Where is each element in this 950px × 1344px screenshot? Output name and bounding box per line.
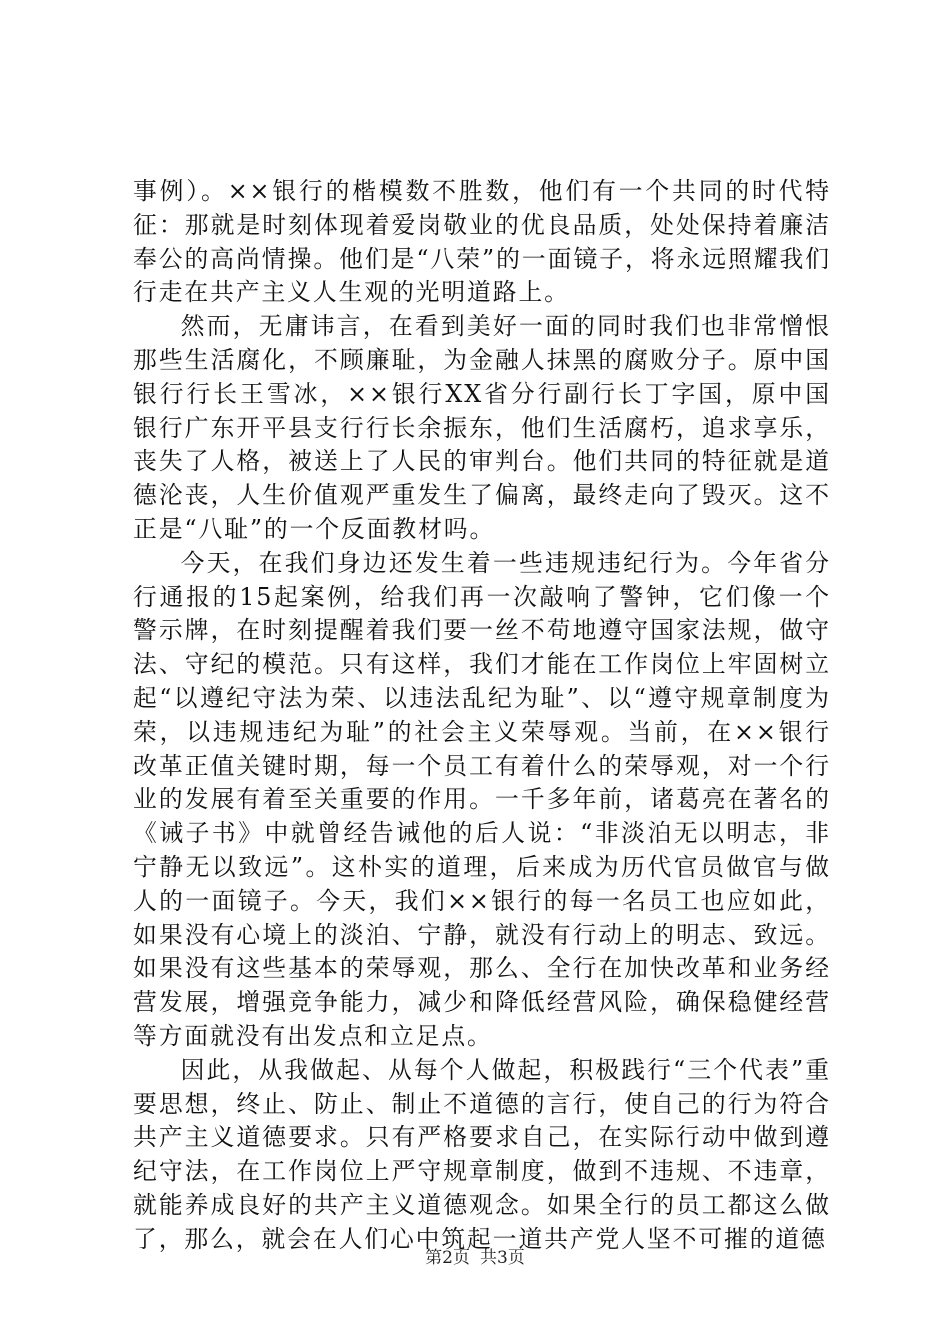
- page-footer: [0, 1247, 950, 1269]
- paragraph-violations-warning: 今天，在我们身边还发生着一些违规违纪行为。今年省分行通报的15起案例，给我们再一次敲响了警钟，它们像一个警示牌，在时刻提醒着我们要一丝不苟地遵守国家法规，做守法、守纪的模范。只有这样，我们才能在工作岗位上牢固树立起“以遵纪守法为荣、以违法乱纪为耻”、以“遵守规章制度为荣，以违规违纪为耻”的社会主义荣辱观。当前，在××银行改革正值关键时期，每一个员工有着什么的荣辱观，对一个行业的发展有着至关重要的作用。一千多年前，诸葛亮在著名的《诫子书》中就曾经告诫他的后人说：“非淡泊无以明志，非宁静无以致远”。这朴实的道理，后来成为历代官员做官与做人的一面镜子。今天，我们××银行的每一名员工也应如此，如果没有心境上的淡泊、宁静，就没有行动上的明志、致远。如果没有这些基本的荣辱观，那么、全行在加快改革和业务经营发展，增强竞争能力，减少和降低经营风险，确保稳健经营等方面就没有出发点和立足点。: [133, 548, 831, 1050]
- paragraph-continuation: 事例）。××银行的楷模数不胜数，他们有一个共同的时代特征：那就是时刻体现着爱岗敬业的优良品质，处处保持着廉洁奉公的高尚情操。他们是“八荣”的一面镜子，将永远照耀我们行走在共产主义人生观的光明道路上。: [133, 177, 831, 307]
- page-number: 第2页: [425, 1248, 470, 1268]
- document-body: [133, 175, 831, 1257]
- paragraph-corruption-examples: 然而，无庸讳言，在看到美好一面的同时我们也非常憎恨那些生活腐化，不顾廉耻，为金融人抹黑的腐败分子。原中国银行行长王雪冰，××银行XX省分行副行长丁字国，原中国银行广东开平县支行行长余振东，他们生活腐朽，追求享乐，丧失了人格，被送上了人民的审判台。他们共同的特征就是道德沦丧，人生价值观严重发生了偏离，最终走向了毁灭。这不正是“八耻”的一个反面教材吗。: [133, 312, 831, 543]
- page-total: 共3页: [480, 1248, 525, 1268]
- paragraph-conclusion: 因此，从我做起、从每个人做起，积极践行“三个代表”重要思想，终止、防止、制止不道德的言行，使自己的行为符合共产主义道德要求。只有严格要求自己，在实际行动中做到遵纪守法，在工作岗位上严守规章制度，做到不违规、不违章，就能养成良好的共产主义道德观念。如果全行的员工都这么做了，那么，就会在人们心中筑起一道共产党人坚不可摧的道德: [133, 1055, 831, 1253]
